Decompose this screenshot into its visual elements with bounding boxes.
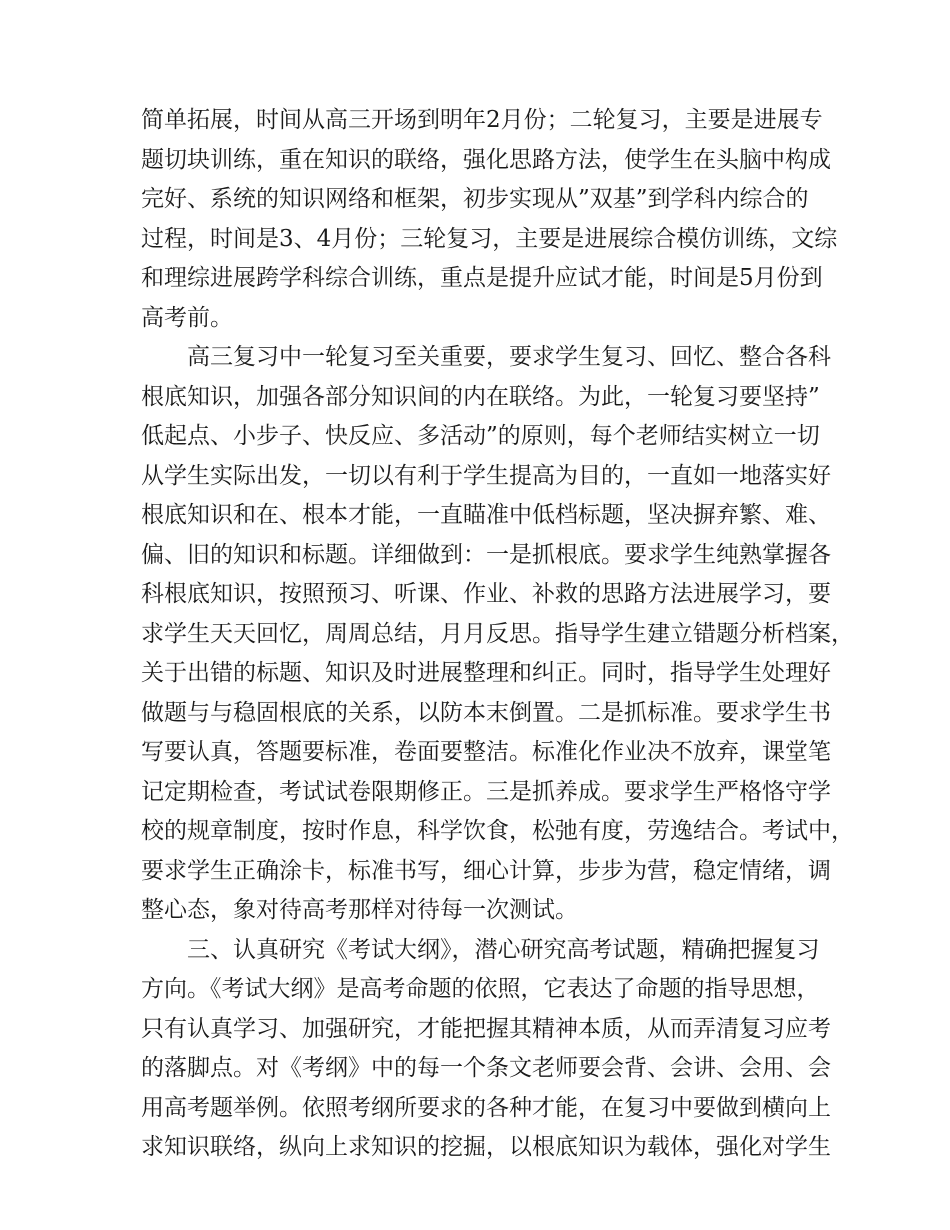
- text-line: 低起点、小步子、快反应、多活动”的原则，每个老师结实树立一切: [141, 423, 820, 449]
- text-line: 根底知识和在、根本才能，一直瞄准中低档标题，坚决摒弃繁、难、: [141, 502, 831, 528]
- text-line: 做题与与稳固根底的关系，以防本末倒置。二是抓标准。要求学生书: [141, 699, 831, 726]
- text-line: 完好、系统的知识网络和框架，初步实现从”双基”到学科内综合的: [141, 186, 809, 212]
- text-line: 用高考题举例。依照考纲所要求的各种才能，在复习中要做到横向上: [141, 1094, 831, 1121]
- paragraph-first-line: 高三复习中一轮复习至关重要，要求学生复习、回忆、整合各科: [187, 344, 831, 370]
- text-line: 写要认真，答题要标准，卷面要整洁。标准化作业决不放弃，课堂笔: [141, 739, 831, 765]
- text-line: 记定期检查，考试试卷限期修正。三是抓养成。要求学生严格恪守学: [141, 778, 831, 805]
- text-line: 科根底知识，按照预习、听课、作业、补救的思路方法进展学习，要: [141, 581, 831, 607]
- text-line: 和理综进展跨学科综合训练，重点是提升应试才能，时间是5月份到: [141, 265, 823, 291]
- text-line: 方向。《考试大纲》是高考命题的依照，它表达了命题的指导思想，: [141, 976, 820, 1002]
- text-line: 校的规章制度，按时作息，科学饮食，松弛有度，劳逸结合。考试中，: [141, 818, 854, 844]
- text-line: 只有认真学习、加强研究，才能把握其精神本质，从而弄清复习应考: [141, 1015, 831, 1042]
- paragraph-first-line: 三、认真研究《考试大纲》，潜心研究高考试题，精确把握复习: [187, 936, 820, 963]
- text-line: 简单拓展，时间从高三开场到明年2月份；二轮复习，主要是进展专: [141, 107, 823, 133]
- text-line: 关于出错的标题、知识及时进展整理和纠正。同时，指导学生处理好: [141, 660, 831, 686]
- text-line: 题切块训练，重在知识的联络，强化思路方法，使学生在头脑中构成: [141, 146, 831, 173]
- text-line: 根底知识，加强各部分知识间的内在联络。为此，一轮复习要坚持”: [141, 383, 820, 410]
- text-line: 偏、旧的知识和标题。详细做到：一是抓根底。要求学生纯熟掌握各: [141, 541, 831, 568]
- text-line: 求知识联络，纵向上求知识的挖掘，以根底知识为载体，强化对学生: [141, 1134, 831, 1160]
- text-line: 高考前。: [141, 304, 233, 331]
- text-line: 要求学生正确涂卡，标准书写，细心计算，步步为营，稳定情绪，调: [141, 857, 831, 884]
- document-body: [141, 101, 854, 1168]
- text-line: 过程，时间是3、4月份；三轮复习，主要是进展综合模仿训练，文综: [141, 225, 838, 252]
- text-line: 整心态，象对待高考那样对待每一次测试。: [141, 897, 578, 923]
- text-line: 的落脚点。对《考纲》中的每一个条文老师要会背、会讲、会用、会: [141, 1055, 831, 1081]
- text-line: 从学生实际出发，一切以有利于学生提高为目的，一直如一地落实好: [141, 462, 831, 489]
- text-line: 求学生天天回忆，周周总结，月月反思。指导学生建立错题分析档案，: [141, 620, 854, 647]
